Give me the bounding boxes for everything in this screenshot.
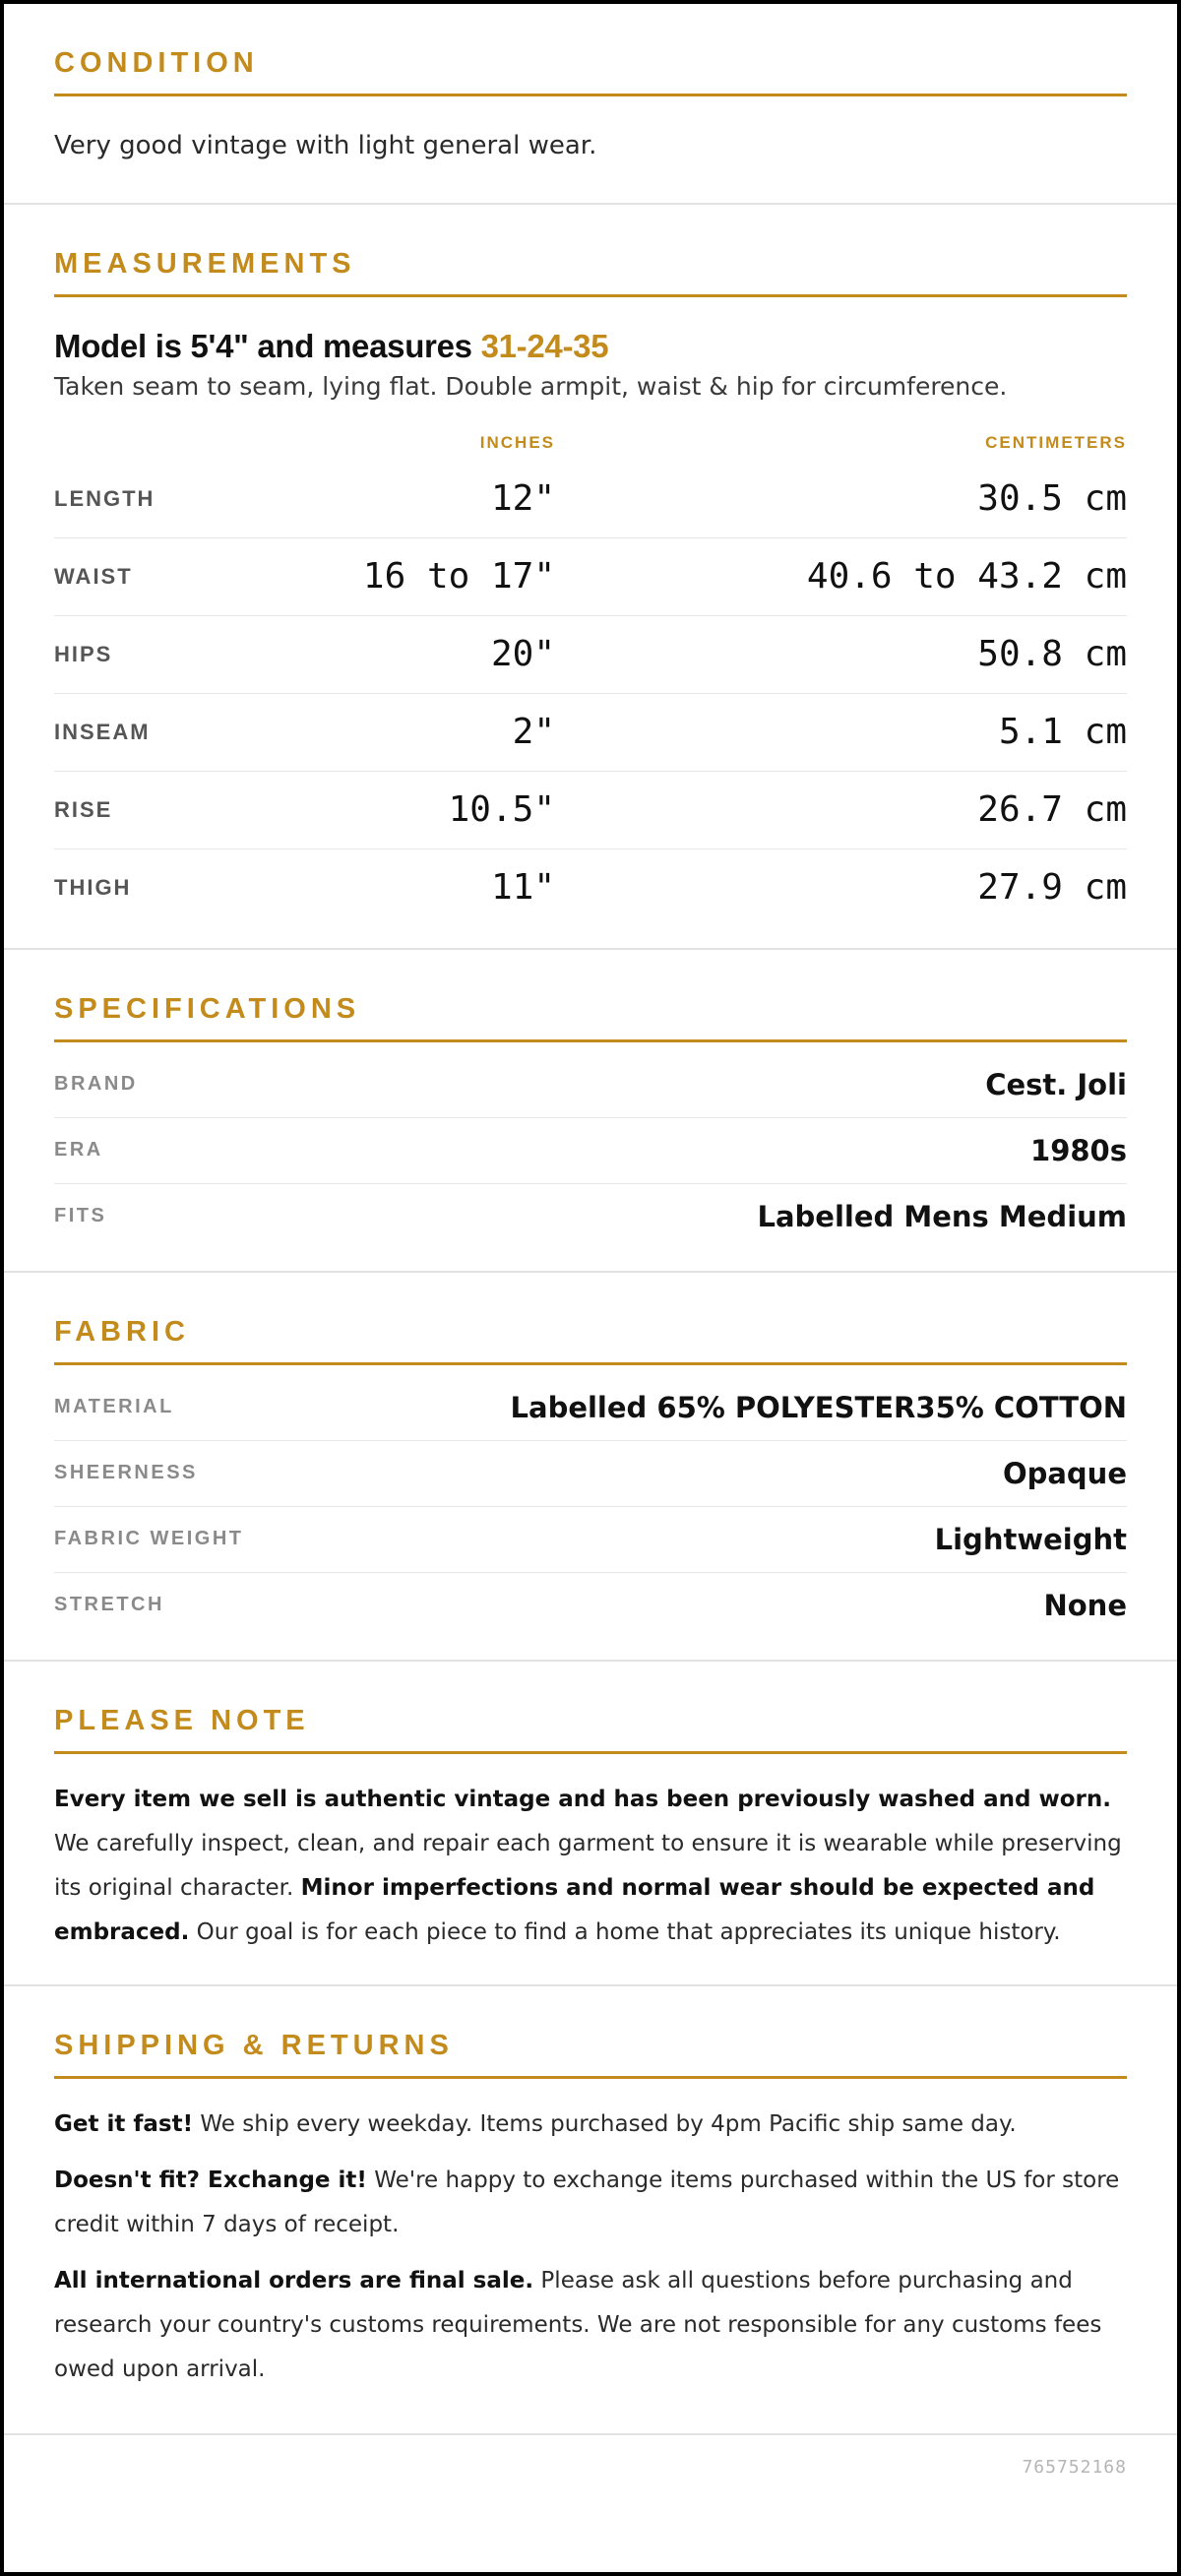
note-emphasis-1: Every item we sell is authentic vintage and has been previously washed and worn. — [54, 1786, 1111, 1812]
fabric-label: STRETCH — [54, 1594, 164, 1616]
international-paragraph — [54, 2259, 1127, 2392]
spec-row — [54, 1118, 1127, 1184]
measurement-note: Taken seam to seam, lying flat. Double armpit, waist & hip for circumference. — [54, 372, 1008, 402]
note-emphasis-2: Minor imperfections and normal wear should be expected and embraced. — [54, 1874, 1095, 1945]
spec-value: 1980s — [1030, 1133, 1127, 1167]
measurements-title: MEASUREMENTS — [54, 250, 1127, 297]
measurement-label: THIGH — [54, 874, 132, 900]
header-spacer — [54, 433, 271, 453]
condition-section — [4, 4, 1177, 205]
exchange-emphasis: Doesn't fit? Exchange it! — [54, 2167, 367, 2193]
footer — [4, 2435, 1177, 2495]
measurement-inches: 11" — [490, 867, 555, 909]
fabric-list — [54, 1375, 1127, 1638]
measurement-row — [54, 772, 1127, 849]
note-text-2: Our goal is for each piece to find a home that appreciates its unique history. — [189, 1918, 1061, 1945]
measurement-label: WAIST — [54, 563, 133, 589]
shipping-paragraph — [54, 2103, 1127, 2147]
please-note-title: PLEASE NOTE — [54, 1707, 1127, 1754]
spec-row — [54, 1184, 1127, 1249]
measurement-cm: 30.5 cm — [977, 478, 1127, 520]
fabric-value: Opaque — [1002, 1456, 1127, 1490]
spec-label: BRAND — [54, 1073, 138, 1096]
measurement-label: INSEAM — [54, 719, 151, 744]
measurement-row — [54, 538, 1127, 616]
measurement-cm: 50.8 cm — [977, 634, 1127, 675]
measurement-label: HIPS — [54, 641, 113, 666]
inches-header: INCHES — [479, 432, 555, 452]
measurement-cm: 5.1 cm — [998, 712, 1127, 753]
measurement-row — [54, 849, 1127, 926]
specifications-list — [54, 1052, 1127, 1249]
measurement-table — [54, 461, 1127, 926]
note-text-1: We carefully inspect, clean, and repair each garment to ensure it is wearable while preserving its original character. — [54, 1830, 1122, 1901]
fabric-label: SHEERNESS — [54, 1462, 198, 1484]
fabric-row — [54, 1441, 1127, 1507]
please-note-section — [4, 1662, 1177, 1986]
international-emphasis: All international orders are final sale. — [54, 2267, 534, 2293]
spec-label: FITS — [54, 1205, 107, 1227]
fabric-value: None — [1043, 1588, 1127, 1622]
spec-value: Labelled Mens Medium — [757, 1199, 1127, 1233]
measurement-inches: 20" — [490, 634, 555, 675]
model-prefix: Model is 5'4" and measures — [54, 327, 481, 364]
spec-row — [54, 1052, 1127, 1118]
shipping-text: We ship every weekday. Items purchased by 4pm Pacific ship same day. — [193, 2110, 1017, 2137]
measurement-cm: 27.9 cm — [977, 867, 1127, 909]
measurement-inches: 10.5" — [448, 789, 555, 831]
measurement-label: RISE — [54, 796, 113, 822]
measurement-cm: 26.7 cm — [977, 789, 1127, 831]
specifications-title: SPECIFICATIONS — [54, 995, 1127, 1042]
spec-label: ERA — [54, 1139, 103, 1162]
measurement-inches: 12" — [490, 478, 555, 520]
fabric-row — [54, 1375, 1127, 1441]
fabric-row — [54, 1507, 1127, 1573]
measurements-section — [4, 205, 1177, 950]
measurement-row — [54, 694, 1127, 772]
fabric-label: MATERIAL — [54, 1396, 174, 1418]
shipping-title: SHIPPING & RETURNS — [54, 2032, 1127, 2079]
fabric-row — [54, 1573, 1127, 1638]
measurement-cm: 40.6 to 43.2 cm — [806, 556, 1127, 597]
shipping-emphasis: Get it fast! — [54, 2110, 194, 2137]
fabric-title: FABRIC — [54, 1318, 1127, 1365]
model-measures: 31-24-35 — [480, 327, 609, 364]
condition-title: CONDITION — [54, 49, 1127, 96]
measurement-header — [54, 433, 1127, 461]
product-sku: 765752168 — [1022, 2456, 1127, 2478]
specifications-section — [4, 950, 1177, 1273]
fabric-label: FABRIC WEIGHT — [54, 1528, 244, 1550]
measurement-label: LENGTH — [54, 485, 155, 511]
international-text: Please ask all questions before purchasing and research your country's customs requirements. We are not responsible for any customs fees owed upon arrival. — [54, 2267, 1102, 2382]
shipping-section — [4, 1986, 1177, 2435]
model-info — [54, 327, 1127, 366]
please-note-text — [54, 1778, 1127, 1955]
spec-value: Cest. Joli — [985, 1067, 1127, 1101]
fabric-value: Labelled 65% POLYESTER35% COTTON — [510, 1390, 1127, 1424]
condition-text: Very good vintage with light general wear. — [54, 131, 597, 160]
fabric-value: Lightweight — [934, 1522, 1127, 1556]
measurement-row — [54, 461, 1127, 538]
measurement-row — [54, 616, 1127, 694]
centimeters-header: CENTIMETERS — [985, 432, 1127, 452]
exchange-paragraph — [54, 2159, 1127, 2247]
fabric-section — [4, 1273, 1177, 1662]
measurement-inches: 16 to 17" — [362, 556, 555, 597]
exchange-text: We're happy to exchange items purchased within the US for store credit within 7 days of receipt. — [54, 2167, 1120, 2237]
measurement-inches: 2" — [512, 712, 555, 753]
